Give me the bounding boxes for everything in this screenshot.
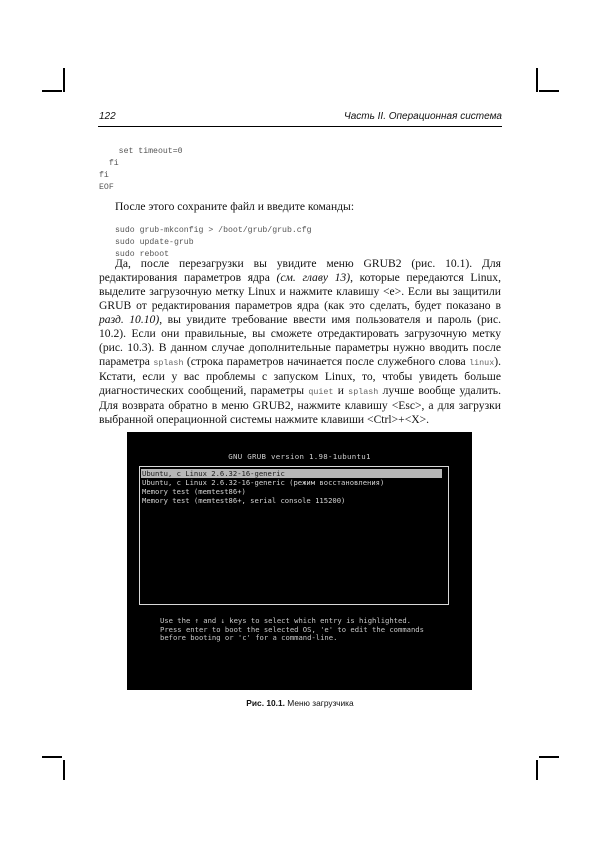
inline-code: quiet — [308, 387, 334, 397]
grub-title: GNU GRUB version 1.98-1ubuntu1 — [228, 452, 371, 461]
code-line: fi — [99, 159, 119, 168]
grub-menu-screenshot — [127, 432, 472, 690]
running-header — [98, 110, 502, 127]
crop-mark — [63, 68, 65, 92]
code-line: sudo grub-mkconfig > /boot/grub/grub.cfg — [115, 226, 312, 235]
inline-code: splash — [348, 387, 379, 397]
text-run: Да, после перезагрузки вы увидите меню GRUB2 (рис. 10.1). Для редактирования параметров ядра — [99, 257, 501, 284]
crop-mark — [42, 756, 62, 758]
code-line: set timeout=0 — [99, 147, 183, 156]
main-paragraph — [99, 257, 501, 427]
boot-entry[interactable]: Memory test (memtest86+) — [142, 487, 246, 496]
code-block-config-end — [99, 134, 183, 194]
text-run: и — [333, 384, 349, 397]
boot-menu-box — [139, 466, 449, 605]
inline-code: splash — [153, 358, 184, 368]
code-line: EOF — [99, 183, 114, 192]
cross-reference-section: разд. 10.10) — [99, 313, 160, 326]
part-title: Часть II. Операционная система — [343, 111, 502, 122]
code-block-commands — [115, 213, 312, 261]
intro-line: После этого сохраните файл и введите команды: — [115, 200, 355, 213]
text-run: (строка параметров начинается после служебного слова — [183, 355, 470, 368]
intro-paragraph — [99, 200, 501, 214]
crop-mark — [63, 760, 65, 780]
boot-entry[interactable]: Memory test (memtest86+, serial console 115200) — [142, 496, 346, 505]
crop-mark — [539, 756, 559, 758]
crop-mark — [42, 90, 62, 92]
boot-entry[interactable]: Ubuntu, с Linux 2.6.32-16-generic (режим восстановления) — [142, 478, 385, 487]
caption-label: Рис. 10.1. — [246, 698, 285, 708]
page-number: 122 — [99, 111, 116, 122]
text-run: , которые передаются Linux, выделите загрузочную метку Linux и нажмите клавишу <e>. Если вы защитили GRUB от редактирования параметров ядра (как это сделать, будет показано в — [99, 271, 501, 312]
code-line: fi — [99, 171, 109, 180]
crop-mark — [539, 90, 559, 92]
boot-entry-selected[interactable]: Ubuntu, с Linux 2.6.32-16-generic — [141, 469, 442, 478]
code-line: sudo update-grub — [115, 238, 194, 247]
text-run: , вы увидите требование ввести имя пользователя и пароль (рис. 10.2). Если они правильные, вы сможете отредактировать загрузочную метку (рис. 10.3). В данном случае дополнительные параметры нужно вводить после параметра — [99, 313, 502, 368]
help-line: Press enter to boot the selected OS, 'e' to edit the commands — [160, 624, 424, 634]
figure-caption — [0, 698, 600, 708]
help-line: Use the ↑ and ↓ keys to select which entry is highlighted. — [160, 616, 411, 625]
help-line: before booting or 'c' for a command-line. — [160, 633, 338, 642]
cross-reference-chapter: (см. главу 13) — [276, 271, 351, 284]
crop-mark — [536, 760, 538, 780]
crop-mark — [536, 68, 538, 92]
inline-code: linux — [469, 358, 495, 368]
caption-text: Меню загрузчика — [284, 698, 354, 708]
help-text — [160, 617, 424, 643]
text-run: лучше вообще удалить. Для возврата обратно в меню GRUB2, нажмите клавишу <Esc>, а для загрузки выбранной операционной системы нажмите клавиши <Ctrl>+<X>. — [99, 384, 501, 426]
code-line: sudo reboot — [115, 250, 170, 259]
text-run: ). Кстати, если у вас проблемы с запуском Linux, то, чтобы увидеть больше диагностических сообщений, параметры — [99, 355, 501, 397]
